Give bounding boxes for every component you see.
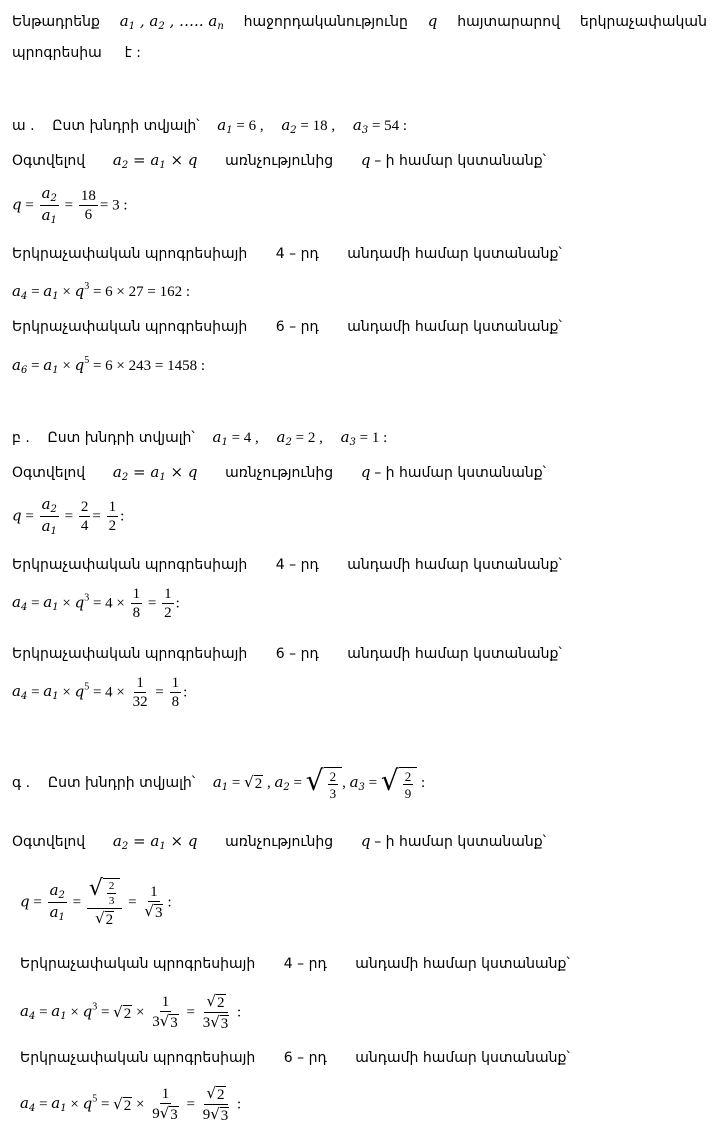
sqrt-two-ninths: √ $\frac{2}{9}$ (381, 767, 417, 800)
c-num: 2 (404, 769, 412, 784)
part-c-using: Օգտվելով $a_2 = a_1 \times q$ առնչությունից q – ի համար կստանանք՝ (12, 832, 546, 852)
c-two: 2 (217, 1087, 225, 1103)
c-three: 3 (202, 1014, 211, 1031)
part-c-a4: $a_4 = a_1 \times q^3$ = √ 2 × 1 3 √ 3 = √ 2 3 √ 3 : (20, 992, 242, 1032)
c-three: 3 (152, 1013, 160, 1030)
term-tail: անդամի համար կստանանք՝ (347, 246, 562, 262)
part-a-q: q = $\frac{a_2}{a_1}$ = $\frac{18}{6}$ = 3 : (12, 184, 128, 226)
prog-label: Երկրաչափական պրոգրեսիայի (20, 956, 256, 972)
for-label: – ի համար կստանանք՝ (374, 153, 546, 169)
intro-line-1 (12, 14, 707, 32)
part-c-a6: $a_4 = a_1 \times q^5$ = √ 2 × 1 9 √ 3 = √ 2 9 √ 3 : (20, 1084, 242, 1124)
q-num: 2 (80, 499, 89, 515)
term-6: 6 – րդ (275, 319, 319, 335)
q-res-den: 2 (108, 518, 117, 534)
c-nine: 9 (202, 1106, 211, 1123)
relation-label: առնչությունից (225, 834, 334, 850)
part-b-a1-val: 4 (243, 430, 252, 446)
c-den: 9 (404, 786, 412, 801)
term-4: 4 – րդ (283, 956, 327, 972)
prog-label: Երկրաչափական պրոգրեսիայի (12, 246, 248, 262)
part-c-q: q = $\frac{a_2}{a_1}$ = √ $\frac{2}{3}$ √ 2 = 1 √ 3 : (20, 876, 172, 928)
term-tail: անդամի համար կստանանք՝ (347, 646, 562, 662)
c-three: 3 (170, 1015, 178, 1031)
c-one: 1 (161, 994, 170, 1010)
q-fraction: $\frac{a_2}{a_1}$ (41, 184, 57, 226)
intro-word-5: պրոգրեսիա (12, 45, 102, 61)
part-a-a2-val: 18 (312, 118, 328, 134)
a4-fnum: 1 (132, 586, 141, 602)
term-4: 4 – րդ (275, 557, 319, 573)
term-4: 4 – րդ (275, 246, 319, 262)
a6-fnum: 1 (136, 675, 144, 691)
intro-word-2: հաջորդականությունը (243, 14, 408, 30)
part-a-a2: $a_2$ (281, 116, 297, 136)
part-c-4th-label (20, 957, 570, 971)
q-den: 4 (80, 518, 89, 534)
c-two: 2 (217, 995, 225, 1011)
prog-label: Երկրաչափական պրոգրեսիայի (12, 557, 248, 573)
term-tail: անդամի համար կստանանք՝ (355, 1050, 570, 1066)
part-a-a1: $a_1$ (217, 116, 233, 136)
c-den-val: 2 (105, 912, 114, 928)
intro-word-4: երկրաչափական (579, 14, 707, 30)
part-a-a3-val: 54 (384, 118, 400, 134)
for-label: – ի համար կստանանք՝ (374, 465, 546, 481)
q-value-fraction (79, 189, 98, 223)
q-res-num: 1 (108, 499, 117, 515)
q-num: 18 (80, 188, 96, 204)
part-a-a3: $a_3$ (352, 116, 369, 136)
part-a-label: ա . (12, 118, 35, 134)
c-num: 2 (108, 880, 115, 892)
c-three: 3 (220, 1016, 229, 1032)
part-c-given: գ . Ըստ խնդրի տվյալի՝ $a_1$ = √ 2 , $a_2$ = √ $\frac{2}{3}$ , $a_3$ = √ $\frac{2}{9}$ : (12, 764, 426, 801)
c-num: 2 (329, 769, 337, 784)
part-c-6th-label (20, 1051, 570, 1065)
c-one: 1 (150, 884, 158, 900)
sqrt-two: √ 2 (244, 773, 263, 792)
c-q-fraction: √ $\frac{2}{3}$ √ 2 (87, 878, 123, 928)
q-result: 3 (112, 197, 120, 214)
part-c-label: գ . (12, 774, 31, 791)
term-6: 6 – րդ (283, 1050, 327, 1066)
a6-pre: = 4 × (92, 684, 125, 701)
prog-label: Երկրաչափական պրոգրեսիայի (12, 646, 248, 662)
c-two: 2 (123, 1097, 132, 1114)
part-c-by-data: Ըստ խնդրի տվյալի՝ (47, 774, 196, 791)
a4-rden: 2 (164, 605, 172, 621)
q-symbol: q (427, 12, 438, 30)
c-one: 1 (161, 1086, 170, 1102)
part-b-given: բ . Ըստ խնդրի տվյալի՝ $a_1 = 4$ , $a_2 = 2$ , $a_3 = 1$ : (12, 428, 388, 448)
relation-label: առնչությունից (225, 465, 334, 481)
part-a-given: ա . Ըստ խնդրի տվյալի՝ $a_1 = 6$ , $a_2 = 18$ , $a_3 = 54$ : (12, 116, 408, 136)
q-symbol-a: q (360, 151, 371, 169)
using-label: Օգտվելով (12, 153, 86, 169)
c-three: 3 (220, 1108, 229, 1124)
part-a-using (12, 153, 546, 171)
part-b-a3-val: 1 (371, 430, 380, 446)
part-a-a1-val: 6 (248, 118, 257, 134)
a6-fden: 32 (132, 694, 148, 710)
sqrt-two-val: 2 (254, 776, 263, 792)
c-three: 3 (154, 905, 163, 921)
a4-fden: 8 (132, 605, 141, 621)
intro-word-6: է : (124, 45, 142, 61)
using-label: Օգտվելով (12, 465, 86, 481)
a4-pre: = 4 × (92, 595, 125, 612)
for-label: – ի համար կստանանք՝ (374, 834, 546, 850)
intro-word-1: Ենթադրենք (12, 14, 100, 30)
part-b-4th-label (12, 558, 562, 572)
intro-line-2 (12, 46, 141, 60)
c-den: 3 (329, 786, 337, 801)
a4-calc: = 6 × 27 = 162 : (92, 284, 190, 300)
part-b-a6: $a_4 = a_1 \times q^5 = 4$ × $\frac{1}{32}$ = $\frac{1}{8}$ : (12, 675, 188, 710)
a6-rnum: 1 (171, 675, 180, 691)
c-three: 3 (170, 1107, 178, 1123)
part-b-using: Օգտվելով $a_2 = a_1 \times q$ առնչությունից q – ի համար կստանանք՝ (12, 463, 546, 483)
part-b-a2-val: 2 (307, 430, 316, 446)
term-tail: անդամի համար կստանանք՝ (347, 319, 562, 335)
part-a-a4: $a_4 = a_1 \times q^3 = 6 \times 27 = 162$ : (12, 281, 190, 302)
prog-label: Երկրաչափական պրոգրեսիայի (12, 319, 248, 335)
a6-calc: = 6 × 243 = 1458 : (92, 358, 205, 374)
q-den: 6 (84, 207, 93, 223)
c-nine: 9 (152, 1105, 160, 1122)
intro-word-3: հայտարարով (457, 14, 560, 30)
sequence-notation: $a_1$ , $a_2$ , ….. $a_n$ (119, 12, 224, 32)
term-tail: անդամի համար կստանանք՝ (347, 557, 562, 573)
relation-formula: $a_2 = a_1 \times q$ (112, 151, 198, 171)
part-a-4th-label (12, 247, 562, 261)
a4-rnum: 1 (164, 586, 172, 602)
term-6: 6 – րդ (275, 646, 319, 662)
part-b-a4: $a_4 = a_1 \times q^3 = 4$ × $\frac{1}{8}$ = $\frac{1}{2}$ : (12, 586, 180, 621)
c-two: 2 (123, 1005, 132, 1022)
a6-rden: 8 (171, 694, 180, 710)
term-tail: անդամի համար կստանանք՝ (355, 956, 570, 972)
part-b-by-data: Ըստ խնդրի տվյալի՝ (47, 430, 195, 446)
part-a-6th-label (12, 320, 562, 334)
part-b-label: բ . (12, 430, 30, 446)
part-b-q: q = $\frac{a_2}{a_1}$ = $\frac{2}{4}$ = $\frac{1}{2}$ : (12, 495, 125, 537)
part-b-6th-label (12, 647, 562, 661)
part-a-a6: $a_6 = a_1 \times q^5 = 6 \times 243 = 1458$ : (12, 355, 205, 376)
part-a-by-data: Ըստ խնդրի տվյալի՝ (52, 118, 200, 134)
prog-label: Երկրաչափական պրոգրեսիայի (20, 1050, 256, 1066)
using-label: Օգտվելով (12, 834, 86, 850)
c-den: 3 (108, 895, 115, 907)
sqrt-two-thirds: √ $\frac{2}{3}$ (306, 767, 342, 800)
relation-label: առնչությունից (225, 153, 334, 169)
